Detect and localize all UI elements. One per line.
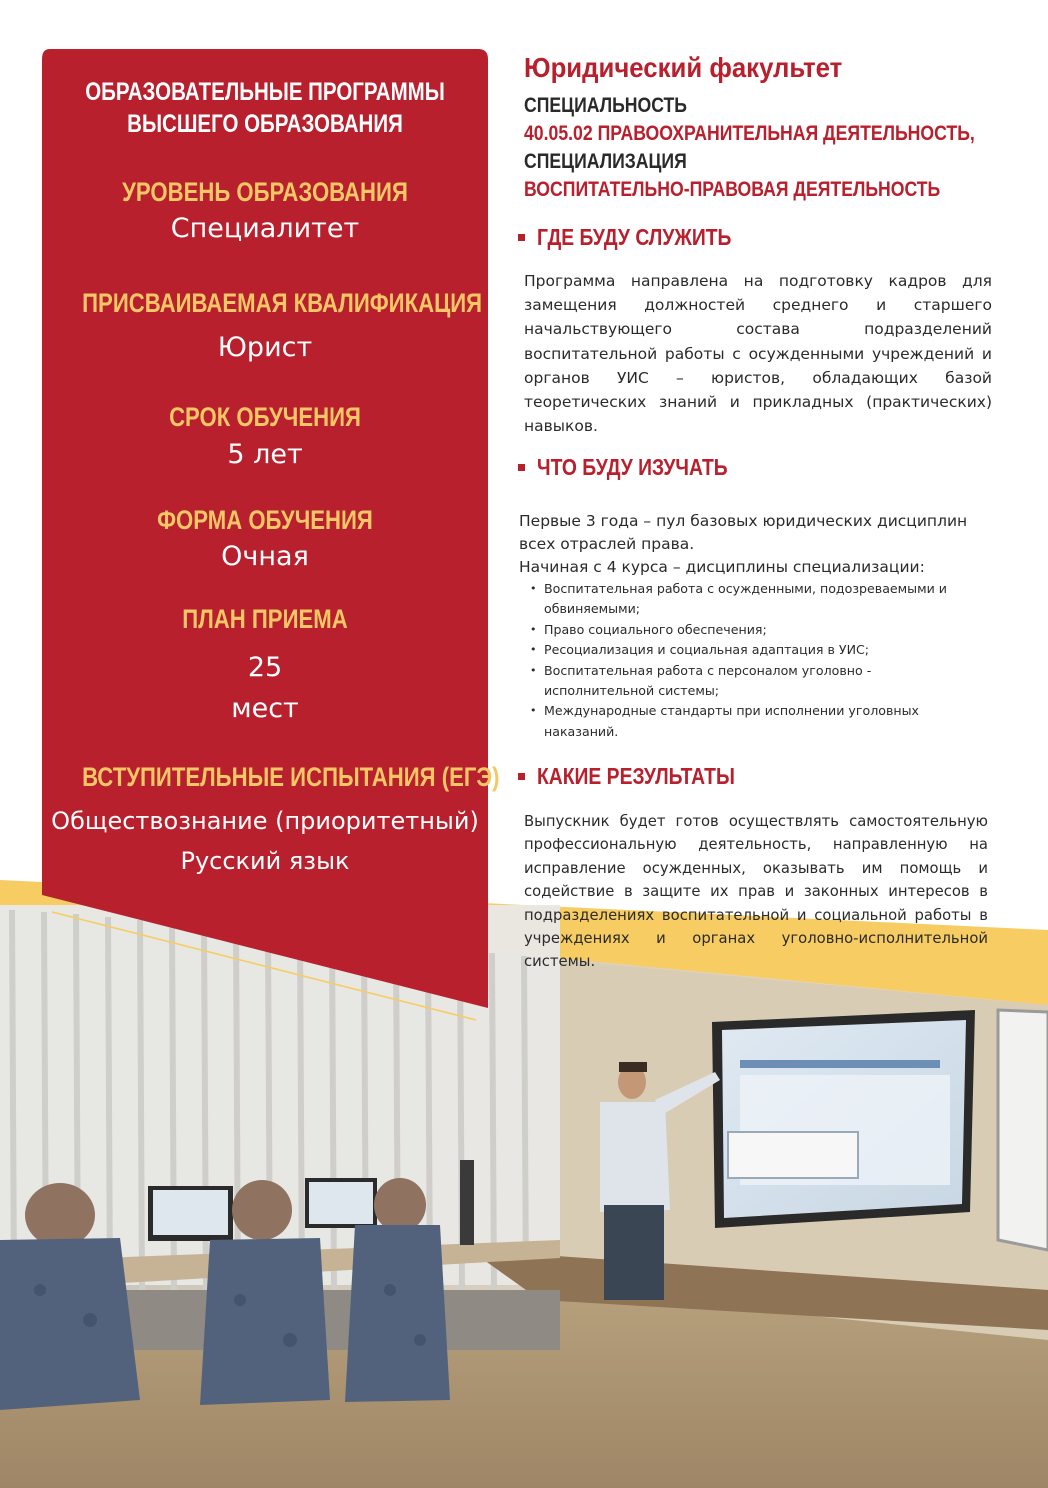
- level-value: Специалитет: [170, 213, 360, 244]
- section-study-heading: [518, 454, 764, 481]
- section-results-title: КАКИЕ РЕЗУЛЬТАТЫ: [537, 763, 735, 789]
- exam-2: Русский язык: [180, 847, 350, 875]
- section-where-text: Программа направлена на подготовку кадров для замещения должностей среднего и старшего начальствующего состава подразделений воспитательной работы с осужденными учреждений и органов УИС – юристов, обладающих базой теоретических знаний и прикладных (практических) навыков.: [524, 272, 992, 436]
- exams-label: ВСТУПИТЕЛЬНЫЕ ИСПЫТАНИЯ (ЕГЭ): [82, 762, 500, 792]
- duration-label: СРОК ОБУЧЕНИЯ: [169, 402, 361, 432]
- section-study-intro-1: Первые 3 года – пул базовых юридических дисциплин всех отраслей права.: [519, 512, 968, 553]
- plan-value-unit: мест: [231, 693, 299, 724]
- plan-label: ПЛАН ПРИЕМА: [182, 604, 348, 634]
- level-label: УРОВЕНЬ ОБРАЗОВАНИЯ: [122, 177, 408, 207]
- list-item: • Воспитательная работа с осужденными, подозреваемыми и обвиняемыми;: [526, 579, 976, 620]
- exam-1: Обществознание (приоритетный): [51, 807, 479, 835]
- section-results-heading: [518, 763, 773, 790]
- square-bullet-icon: [518, 773, 525, 780]
- section-results-text: Выпускник будет готов осуществлять самостоятельную профессиональную деятельность, направленную на исправление осужденных, оказывать им помощь и содействие в защите их прав и законных интересов в подразделениях воспитательной и социальной работы в учреждениях и органах уголовно-исполнительной системы.: [524, 813, 988, 971]
- form-label: ФОРМА ОБУЧЕНИЯ: [157, 505, 373, 535]
- left-panel: [42, 49, 500, 1009]
- form-value: Очная: [221, 541, 309, 572]
- programs-heading-line1: ОБРАЗОВАТЕЛЬНЫЕ ПРОГРАММЫ: [85, 78, 445, 106]
- study-list: [526, 579, 976, 742]
- square-bullet-icon: [518, 464, 525, 471]
- list-item: • Воспитательная работа с персоналом уголовно - исполнительной системы;: [526, 661, 976, 702]
- plan-value-number: 25: [247, 652, 283, 683]
- specialization-label: СПЕЦИАЛИЗАЦИЯ: [524, 150, 687, 173]
- faculty-title: Юридический факультет: [524, 52, 843, 83]
- section-where-title: ГДЕ БУДУ СЛУЖИТЬ: [537, 224, 732, 250]
- specialty-label: СПЕЦИАЛЬНОСТЬ: [524, 94, 687, 117]
- duration-value: 5 лет: [227, 439, 303, 470]
- section-study-title: ЧТО БУДУ ИЗУЧАТЬ: [537, 454, 728, 480]
- square-bullet-icon: [518, 234, 525, 241]
- specialty-value: 40.05.02 ПРАВООХРАНИТЕЛЬНАЯ ДЕЯТЕЛЬНОСТЬ,: [524, 122, 975, 145]
- list-item: • Международные стандарты при исполнении уголовных наказаний.: [526, 701, 976, 742]
- section-study-intro-2: Начиная с 4 курса – дисциплины специализации:: [519, 558, 925, 576]
- list-item: • Ресоциализация и социальная адаптация в УИС;: [526, 640, 976, 660]
- qualification-label: ПРИСВАИВАЕМАЯ КВАЛИФИКАЦИЯ: [82, 288, 483, 318]
- programs-heading-line2: ВЫСШЕГО ОБРАЗОВАНИЯ: [127, 110, 403, 138]
- list-item: • Право социального обеспечения;: [526, 620, 976, 640]
- qualification-value: Юрист: [217, 332, 313, 363]
- section-where-heading: [518, 224, 768, 251]
- specialization-value: ВОСПИТАТЕЛЬНО-ПРАВОВАЯ ДЕЯТЕЛЬНОСТЬ: [524, 178, 941, 201]
